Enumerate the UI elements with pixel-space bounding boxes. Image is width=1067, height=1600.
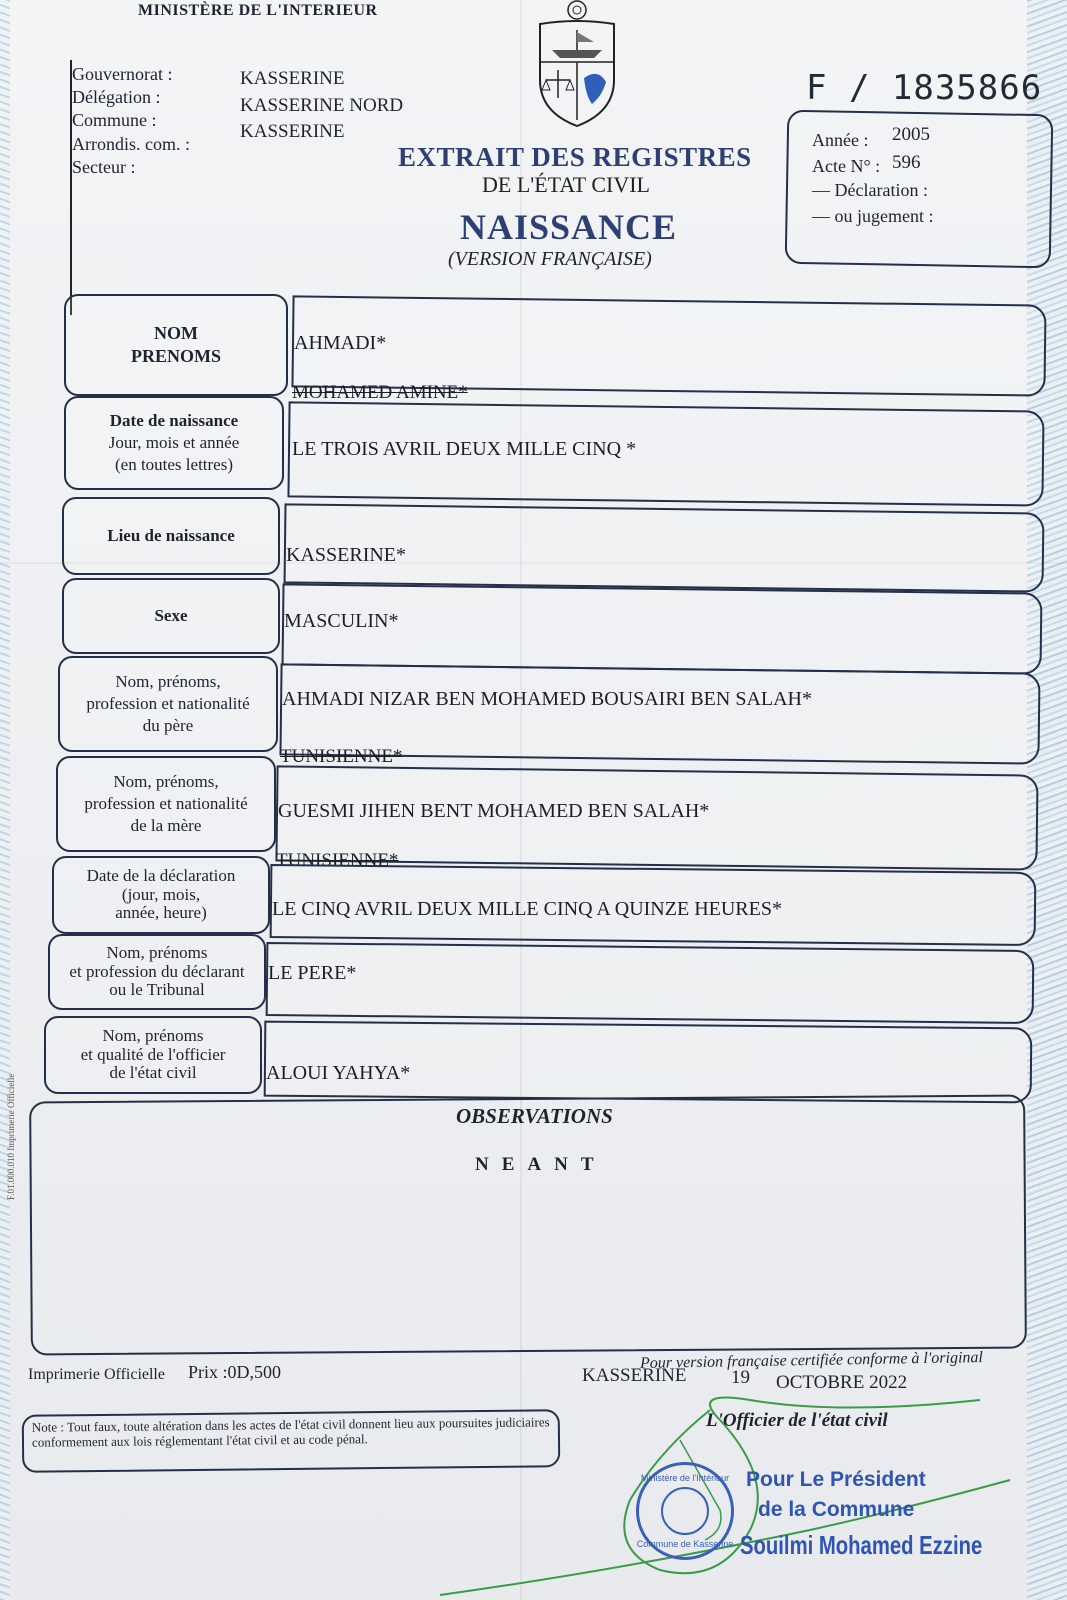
sexe-label: Sexe — [154, 605, 188, 625]
nom-value: AHMADI* — [294, 332, 387, 354]
lieu-label-box — [62, 497, 280, 575]
ministry-name: MINISTÈRE DE L'INTERIEUR — [138, 2, 378, 19]
declaration-label-line3: année, heure) — [115, 903, 207, 923]
stamp-text-bottom: Commune de Kasserine — [636, 1539, 734, 1549]
title-etat-civil: DE L'ÉTAT CIVIL — [482, 172, 650, 197]
sexe-label-box — [62, 578, 280, 654]
issue-month-year: OCTOBRE 2022 — [776, 1372, 908, 1393]
mere-label-line2: profession et nationalité — [84, 793, 248, 813]
declaration-label-box — [52, 856, 270, 934]
pere-label-line1: Nom, prénoms, — [115, 671, 221, 691]
annee-value: 2005 — [892, 124, 930, 145]
price-label: Prix :0D,500 — [188, 1362, 282, 1382]
official-stamp — [636, 1462, 734, 1560]
annee-label: Année : — [812, 130, 869, 150]
officier-label-line2: et qualité de l'officier — [80, 1044, 226, 1064]
title-version: (VERSION FRANÇAISE) — [448, 248, 652, 270]
officer-title: L'Officier de l'état civil — [706, 1410, 888, 1431]
officier-value: ALOUI YAHYA* — [266, 1062, 411, 1084]
mere-label-box — [56, 756, 276, 852]
observations-box — [29, 1095, 1027, 1356]
commune-value: KASSERINE — [240, 121, 345, 142]
declaration-label-line2: (jour, mois, — [121, 884, 201, 904]
officier-label-line3: de l'état civil — [109, 1063, 197, 1083]
title-naissance: NAISSANCE — [460, 207, 678, 247]
date-naissance-label: Date de naissance — [109, 410, 239, 430]
issue-day: 19 — [731, 1367, 750, 1388]
signature-line2: de la Commune — [758, 1498, 915, 1521]
prenoms-value: MOHAMED AMINE* — [292, 382, 468, 403]
title-extrait: EXTRAIT DES REGISTRES — [398, 142, 752, 172]
nom-label-box — [64, 294, 288, 396]
nom-label: NOM — [154, 322, 198, 343]
certification-text: Pour version française certifiée conforme à l'original — [639, 1349, 984, 1372]
declarant-label-line3: ou le Tribunal — [109, 980, 205, 1000]
mere-nationalite: TUNISIENNE* — [276, 850, 399, 871]
delegation-label: Délégation : — [72, 87, 161, 107]
date-naissance-sublabel: Jour, mois et année — [108, 432, 240, 452]
date-naissance-value: LE TROIS AVRIL DEUX MILLE CINQ * — [292, 438, 637, 460]
acte-number-label: Acte N° : — [812, 156, 881, 176]
declaration-label-line1: Date de la déclaration — [86, 865, 236, 885]
officier-label-box — [44, 1016, 262, 1094]
security-border-left — [0, 0, 10, 1600]
date-naissance-note: (en toutes lettres) — [114, 455, 233, 475]
declarant-label-box — [48, 934, 266, 1010]
pere-label-box — [58, 656, 278, 752]
imprimerie-label: Imprimerie Officielle — [28, 1366, 165, 1383]
declarant-value: LE PERE* — [268, 962, 357, 984]
legal-note: Note : Tout faux, toute altération dans les actes de l'état civil donnent lieu aux poursuites judiciaires conformement aux lois réglementant l'état civil et au code pénal. — [22, 1409, 561, 1473]
declarant-label-line1: Nom, prénoms — [106, 942, 208, 962]
secteur-label: Secteur : — [72, 157, 136, 177]
coat-of-arms-icon — [532, 0, 622, 128]
gouvernorat-label: Gouvernorat : — [72, 64, 173, 84]
pere-nationalite: TUNISIENNE* — [280, 746, 403, 767]
mere-value: GUESMI JIHEN BENT MOHAMED BEN SALAH* — [278, 800, 710, 822]
lieu-value: KASSERINE* — [286, 544, 407, 566]
observations-value: NEANT — [475, 1154, 607, 1175]
pere-label-line2: profession et nationalité — [86, 693, 250, 713]
stamp-emblem-icon — [661, 1487, 709, 1535]
observations-title: OBSERVATIONS — [456, 1104, 613, 1128]
signature-line1: Pour Le Président — [746, 1468, 926, 1491]
arrondissement-label: Arrondis. com. : — [72, 134, 190, 154]
lieu-label: Lieu de naissance — [107, 525, 235, 545]
acte-number-value: 596 — [892, 152, 921, 173]
declaration-value: LE CINQ AVRIL DEUX MILLE CINQ A QUINZE HEURES* — [272, 898, 782, 920]
gouvernorat-value: KASSERINE — [240, 68, 345, 89]
mere-label-line3: de la mère — [130, 816, 202, 836]
mere-label-line1: Nom, prénoms, — [113, 771, 219, 791]
declarant-value-box — [266, 942, 1035, 1024]
pere-value: AHMADI NIZAR BEN MOHAMED BOUSAIRI BEN SALAH* — [282, 688, 812, 710]
stamp-text-top: Ministère de l'Intérieur — [640, 1473, 730, 1483]
issue-place: KASSERINE — [582, 1365, 687, 1386]
pere-label-line3: du père — [142, 716, 194, 736]
commune-label: Commune : — [72, 110, 157, 130]
prenoms-label: PRENOMS — [131, 346, 221, 366]
declarant-label-line2: et profession du déclarant — [69, 961, 245, 981]
delegation-value: KASSERINE NORD — [240, 95, 404, 116]
date-naissance-label-box — [64, 396, 284, 490]
serial-number: F / 1835866 — [806, 68, 1043, 108]
sexe-value: MASCULIN* — [284, 610, 399, 632]
signature-name: Souilmi Mohamed Ezzine — [740, 1530, 983, 1560]
jugement-label: — ou jugement : — [812, 206, 934, 226]
officier-label-line1: Nom, prénoms — [102, 1025, 204, 1045]
declaration-label: — Déclaration : — [812, 180, 928, 200]
printer-side-note: F.01.000.010 Imprimerie Officielle — [6, 1073, 16, 1200]
